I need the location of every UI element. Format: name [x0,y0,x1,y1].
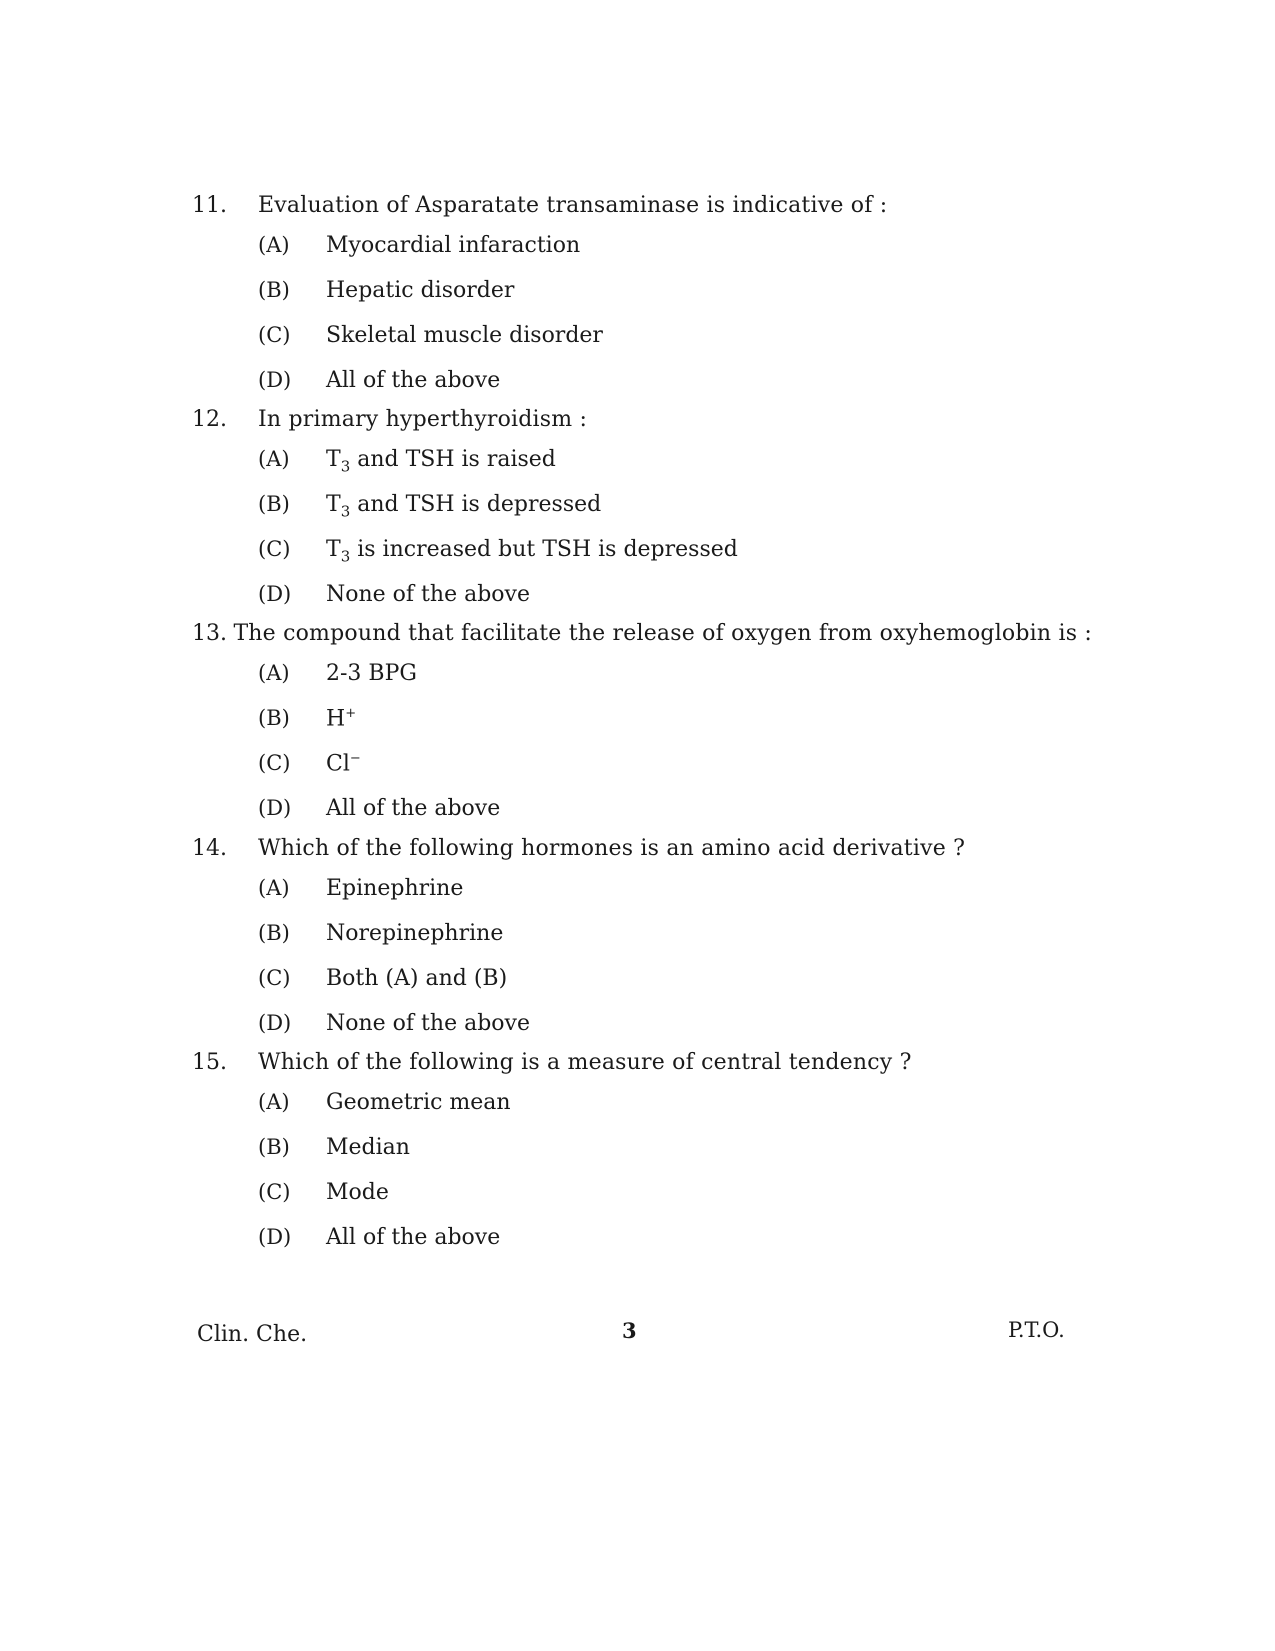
option-label: (B) [258,921,290,945]
question-14 [192,836,1092,1056]
option-text [326,447,556,475]
option-text: All of the above [326,368,501,393]
question-number: 13. [192,621,227,646]
option-label: (D) [258,582,292,606]
option-c [192,966,1092,1011]
option-text: All of the above [326,1225,501,1250]
option-a [192,447,1092,492]
option-text: Hepatic disorder [326,278,515,303]
option-label: (B) [258,1135,290,1159]
option-subscript: 3 [340,547,351,566]
option-c [192,1180,1092,1225]
option-text: 2-3 BPG [326,661,417,686]
option-c [192,751,1092,796]
option-d [192,1225,1092,1270]
option-text: None of the above [326,1011,530,1036]
option-a [192,233,1092,278]
option-label: (A) [258,661,290,685]
option-a [192,661,1092,706]
option-text: Epinephrine [326,876,464,901]
option-label: (C) [258,537,291,561]
option-label: (D) [258,1011,292,1035]
option-c [192,537,1092,582]
option-text: Both (A) and (B) [326,966,508,991]
question-text: Which of the following hormones is an amino acid derivative ? [258,836,966,861]
option-prefix: H [326,706,346,732]
question-text: Evaluation of Asparatate transaminase is indicative of : [258,193,888,218]
option-prefix: Cl [326,751,350,777]
option-label: (A) [258,1090,290,1114]
option-text: Myocardial infaraction [326,233,581,258]
option-b [192,1135,1092,1180]
option-a [192,1090,1092,1135]
option-label: (B) [258,706,290,731]
option-text: All of the above [326,796,501,821]
question-stem [192,1050,1092,1090]
question-stem [192,193,1092,233]
question-stem [192,621,1092,661]
question-13 [192,621,1092,841]
footer-pto: P.T.O. [1008,1318,1065,1342]
option-label: (D) [258,796,292,820]
question-number: 14. [192,836,227,861]
option-text [326,537,738,565]
option-text: Geometric mean [326,1090,511,1115]
option-b [192,921,1092,966]
option-b [192,278,1092,323]
question-12 [192,407,1092,627]
option-label: (A) [258,876,290,900]
option-text [326,706,356,731]
question-11 [192,193,1092,413]
option-label: (C) [258,966,291,990]
option-label: (B) [258,278,290,302]
option-b [192,492,1092,537]
option-text: Median [326,1135,410,1160]
option-label: (D) [258,1225,292,1249]
option-subscript: 3 [340,502,351,521]
option-rest: and TSH is depressed [350,492,602,517]
option-label: (C) [258,751,291,776]
option-prefix: T [326,492,341,517]
option-rest: is increased but TSH is depressed [350,537,738,562]
question-number: 11. [192,193,227,218]
question-text: Which of the following is a measure of central tendency ? [258,1050,912,1075]
option-c [192,323,1092,368]
question-stem [192,407,1092,447]
option-label: (A) [258,233,290,257]
option-b [192,706,1092,751]
option-superscript: + [345,706,357,721]
option-label: (C) [258,1180,291,1204]
question-text: In primary hyperthyroidism : [258,407,588,432]
option-label: (C) [258,323,291,347]
option-text: Norepinephrine [326,921,504,946]
footer-subject: Clin. Che. [197,1322,308,1347]
option-rest: and TSH is raised [350,447,556,472]
option-text [326,492,601,520]
option-prefix: T [326,447,341,472]
option-text: None of the above [326,582,530,607]
option-label: (D) [258,368,292,392]
option-text: Skeletal muscle disorder [326,323,603,348]
option-d [192,796,1092,841]
option-superscript: − [349,751,361,766]
page-number: 3 [622,1318,637,1343]
option-prefix: T [326,537,341,562]
question-stem [192,836,1092,876]
question-number: 15. [192,1050,227,1075]
option-a [192,876,1092,921]
option-subscript: 3 [340,457,351,476]
option-text [326,751,361,776]
option-text: Mode [326,1180,389,1205]
question-15 [192,1050,1092,1270]
option-label: (A) [258,447,290,471]
question-text: The compound that facilitate the release of oxygen from oxyhemoglobin is : [233,621,1092,646]
option-label: (B) [258,492,290,516]
question-number: 12. [192,407,227,432]
